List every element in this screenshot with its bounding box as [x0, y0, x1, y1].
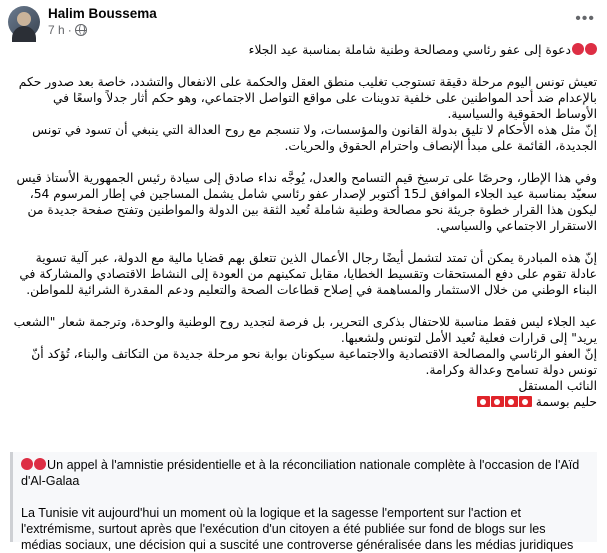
more-options-icon[interactable]: ••• [575, 10, 595, 27]
arabic-paragraph-1: تعيش تونس اليوم مرحلة دقيقة تستوجب تغليب منطق العقل والحكمة على الانفعال والتشدد، خاصة بعد صدور حكم بالإعدام ضد أحد المواطنين على خلفية تدوينات على مواقع التواصل الاجتماعي، وهو حكم أثار جدلاً واسعًا في الأوساط الحقوقية والسياسية. [18, 75, 597, 121]
french-title: Un appel à l'amnistie présidentielle et à la réconciliation nationale complète à l'occasion de l'Aïd d'Al-Galaa [21, 458, 580, 488]
french-post-body [21, 457, 589, 553]
red-circle-icon [34, 458, 46, 470]
post-meta [48, 6, 157, 38]
signature-title: النائب المستقل [518, 379, 597, 393]
red-circle-icon [21, 458, 33, 470]
arabic-paragraph-2: إنّ مثل هذه الأحكام لا تليق بدولة القانون والمؤسسات، ولا تنسجم مع روح العدالة التي ينبغي أن تسود في تونس الجديدة، القائمة على مبدأ الإنصاف واحترام الحقوق والحريات. [32, 123, 597, 153]
post-subline [48, 22, 157, 38]
time-separator: · [67, 23, 72, 37]
arabic-paragraph-3: وفي هذا الإطار، وحرصًا على ترسيخ قيم التسامح والعدل، يُوجَّه نداء صادق إلى سيادة رئيس الجمهورية الأستاذ قيس سعيّد بمناسبة عيد الجلاء الموافق لـ15 أكتوبر لإصدار عفو رئاسي شامل يشمل المساجين في إطار المرسوم 54، ليكون هذا القرار خطوة جريئة نحو مصالحة وطنية شاملة تُعيد الثقة بين الدولة والمواطنين وتفتح صفحة جديدة من الاستقرار الاجتماعي والسياسي. [16, 171, 597, 233]
arabic-paragraph-4: إنّ هذه المبادرة يمكن أن تمتد لتشمل أيضًا رجال الأعمال الذين تتعلق بهم قضايا مالية مع الدولة، عبر آلية تسوية عادلة تقوم على دفع المستحقات وتقسيط الخطايا، مقابل تمكينهم من العودة إلى النشاط الاقتصادي والمشاركة في البناء الوطني من خلال الاستثمار والمساهمة في إصلاح قطاعات الصحة والتعليم ودعم المقدرة الشرائية للمواطن. [19, 251, 597, 297]
arabic-title-line [10, 42, 597, 58]
arabic-title: دعوة إلى عفو رئاسي ومصالحة وطنية شاملة بمناسبة عيد الجلاء [248, 43, 571, 57]
red-circle-icon [572, 43, 584, 55]
author-name[interactable]: Halim Boussema [48, 6, 157, 21]
french-translation-block [10, 452, 597, 552]
tunisia-flag-icon [519, 396, 532, 407]
arabic-paragraph-5b: إنّ العفو الرئاسي والمصالحة الاقتصادية والاجتماعية سيكونان بوابة نحو مرحلة جديدة من التكاتف والبناء، تُؤكد أنّ تونس دولة تسامح وعدالة وكرامة. [31, 347, 597, 377]
french-paragraph-1: La Tunisie vit aujourd'hui un moment où la logique et la sagesse l'emportent sur l'action et l'extrémisme, surtout après que l'exécution d'un citoyen a été publiée sur fond de blogs sur les médias sociaux, une décision qui a suscité une controverse généralisée dans les médias juridiques [21, 506, 574, 552]
tunisia-flag-icon [477, 396, 490, 407]
arabic-post-body [10, 42, 597, 410]
tunisia-flag-icon [505, 396, 518, 407]
tunisia-flag-icon [491, 396, 504, 407]
arabic-paragraph-5a: عيد الجلاء ليس فقط مناسبة للاحتفال بذكرى التحرير، بل فرصة لتجديد روح الوطنية والوحدة، وترجمة شعار "الشعب يريد" إلى قرارات فعلية تُعيد الأمل لتونس ولشعبها. [13, 315, 597, 345]
author-avatar[interactable] [8, 6, 40, 38]
red-circle-icon [585, 43, 597, 55]
post-header [8, 2, 599, 42]
french-title-line [21, 457, 589, 489]
signature-name: حليم بوسمة [535, 395, 597, 409]
post-time[interactable]: 7 h [48, 23, 65, 37]
globe-icon[interactable] [75, 24, 87, 36]
signature-line [10, 394, 597, 410]
